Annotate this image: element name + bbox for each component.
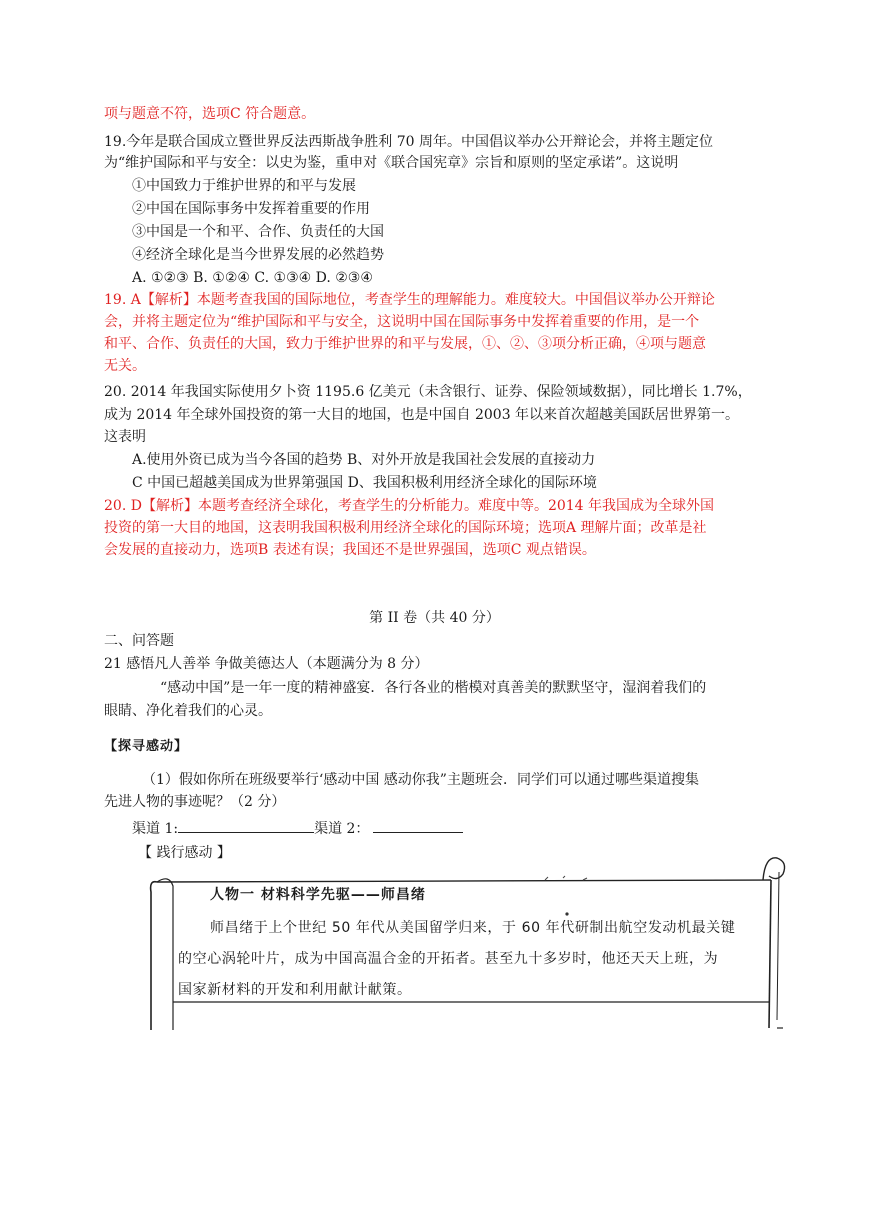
scroll-title: 人物一 材料科学先驱——师昌绪 — [210, 887, 426, 903]
q19-option-2: ②中国在国际事务中发挥着重要的作用 — [132, 201, 370, 217]
section-label-practice: 【 践行感动 】 — [138, 845, 231, 861]
scroll-text-line3: 国家新材料的开发和利用献计献策。 — [178, 982, 412, 998]
q19-option-3: ③中国是一个和平、合作、负责任的大国 — [132, 224, 384, 240]
q20-options-cd: C 中国已超越美国成为世界第强国 D、我国积极利用经济全球化的国际环境 — [132, 475, 597, 491]
q20-answer-line3: 会发展的直接动力，选项B 表述有误；我国还不是世界强国，选项C 观点错误。 — [104, 542, 596, 558]
part-heading: 二、问答题 — [104, 633, 174, 649]
q19-stem-line2: 为“维护国际和平与安全：以史为鉴，重申对《联合国宪章》宗旨和原则的坚定承诺”。这说明 — [104, 155, 679, 171]
channel-1-blank[interactable] — [178, 817, 314, 833]
scroll-text-line1: 师昌绪于上个世纪 50 年代从美国留学归来，于 60 年代研制出航空发动机最关键 — [210, 920, 736, 936]
q20-options-ab: A.使用外资已成为当今各国的趋势 B、对外开放是我国社会发展的直接动力 — [132, 452, 596, 468]
scroll-text-line2: 的空心涡轮叶片，成为中国高温合金的开拓者。甚至九十多岁时，他还天天上班，为 — [178, 951, 719, 967]
q19-stem-line1: 19.今年是联合国成立暨世界反法西斯战争胜利 70 周年。中国倡议举办公开辩论会，并将主题定位 — [104, 134, 713, 150]
q21-title: 21 感悟凡人善举 争做美德达人（本题满分为 8 分） — [104, 656, 429, 672]
q20-stem-line1: 20. 2014 年我国实际使用夕卜资 1195.6 亿美元（未含银行、证券、保险领域数据），同比增长 1.7%， — [104, 384, 752, 400]
prev-answer-tail: 项与题意不符，选项C 符合题意。 — [104, 106, 316, 122]
section-label-explore: 【探寻感动】 — [104, 739, 189, 754]
q19-option-1: ①中国致力于维护世界的和平与发展 — [132, 178, 356, 194]
channel-1-label: 渠道 1: — [132, 821, 179, 837]
q19-option-4: ④经济全球化是当今世界发展的必然趋势 — [132, 247, 384, 263]
channel-row — [132, 817, 463, 839]
q19-answer-line3: 和平、合作、负责任的大国，致力于维护世界的和平与发展，①、②、③项分析正确，④项与题意 — [104, 336, 706, 352]
q20-stem-line2: 成为 2014 年全球外国投资的第一大目的地国，也是中国自 2003 年以来首次超越美国跃居世界第一。 — [104, 407, 740, 423]
volume-heading: 第 II 卷（共 40 分） — [369, 610, 500, 626]
channel-2-blank[interactable] — [373, 817, 463, 833]
q19-choices: A. ①②③ B. ①②④ C. ①③④ D. ②③④ — [132, 270, 373, 286]
channel-2-label: 渠道 2： — [314, 821, 370, 837]
q21-sub1-line1: （1）假如你所在班级要举行‘感动中国 感动你我”主题班会．同学们可以通过哪些渠道搜集 — [142, 772, 699, 788]
q19-answer-line2: 会，并将主题定位为“维护国际和平与安全，这说明中国在国际事务中发挥着重要的作用，是一个 — [104, 314, 700, 330]
q19-answer-line4: 无关。 — [104, 358, 146, 374]
scroll-frame-graphic — [143, 852, 788, 1034]
q21-intro-line1: “感动中国”是一年一度的精神盛宴．各行各业的楷模对真善美的默默坚守，湿润着我们的 — [160, 680, 707, 696]
q20-answer-line2: 投资的第一大目的地国，这表明我国积极利用经济全球化的国际环境；选项A 理解片面；改革是社 — [104, 520, 707, 536]
q21-sub1-line2: 先进人物的事迹呢？（2 分） — [104, 794, 286, 810]
q20-stem-line3: 这表明 — [104, 429, 146, 445]
q20-answer-line1: 20. D【解析】本题考查经济全球化，考查学生的分析能力。难度中等。2014 年我国成为全球外国 — [104, 498, 715, 514]
q19-answer-line1: 19. A【解析】本题考查我国的国际地位，考查学生的理解能力。难度较大。中国倡议举办公开辩论 — [104, 292, 715, 308]
q21-intro-line2: 眼睛、净化着我们的心灵。 — [104, 703, 272, 719]
